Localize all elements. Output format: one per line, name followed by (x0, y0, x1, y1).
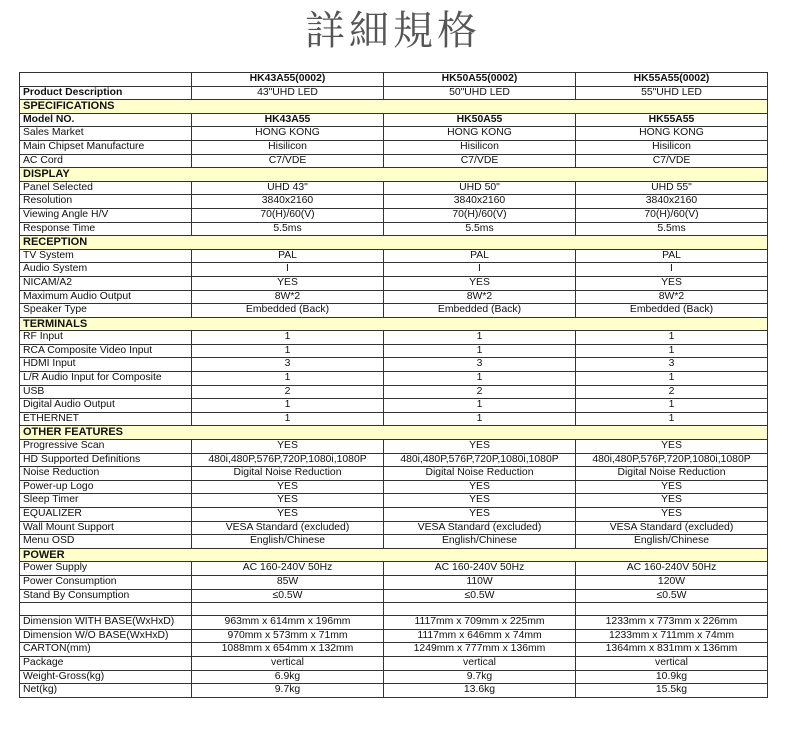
row-value: I (384, 263, 576, 277)
row-label: Response Time (20, 222, 192, 236)
row-value: VESA Standard (excluded) (384, 521, 576, 535)
spec-row (20, 195, 768, 209)
row-value: 480i,480P,576P,720P,1080i,1080P (384, 453, 576, 467)
row-value: vertical (384, 656, 576, 670)
spec-row (20, 249, 768, 263)
row-label: Menu OSD (20, 535, 192, 549)
section-header-row (20, 236, 768, 250)
row-value: YES (192, 276, 384, 290)
spec-row (20, 331, 768, 345)
row-value: Digital Noise Reduction (384, 467, 576, 481)
row-value: UHD 50" (384, 181, 576, 195)
row-value: 110W (384, 575, 576, 589)
row-value: 5.5ms (192, 222, 384, 236)
row-value: 1117mm x 709mm x 225mm (384, 616, 576, 630)
spec-row (20, 508, 768, 522)
row-value: 1 (576, 331, 768, 345)
row-value: 2 (576, 385, 768, 399)
row-value: 963mm x 614mm x 196mm (192, 616, 384, 630)
spec-row (20, 385, 768, 399)
spec-row (20, 358, 768, 372)
spec-row (20, 290, 768, 304)
spec-row (20, 480, 768, 494)
row-value: 1 (576, 372, 768, 386)
row-value: PAL (576, 249, 768, 263)
row-value: English/Chinese (576, 535, 768, 549)
row-label: Package (20, 656, 192, 670)
model-header: HK50A55(0002) (384, 73, 576, 87)
row-value: AC 160-240V 50Hz (576, 562, 768, 576)
spec-row (20, 453, 768, 467)
row-value: UHD 55" (576, 181, 768, 195)
row-value: 1 (192, 399, 384, 413)
row-label: Power Supply (20, 562, 192, 576)
row-value: I (576, 263, 768, 277)
row-value: 1 (384, 372, 576, 386)
spec-row (20, 372, 768, 386)
row-value: 1 (576, 412, 768, 426)
section-title: DISPLAY (20, 168, 768, 182)
row-value: HONG KONG (192, 127, 384, 141)
row-value: YES (576, 494, 768, 508)
row-label: Sales Market (20, 127, 192, 141)
row-value: 9.7kg (384, 670, 576, 684)
row-label: TV System (20, 249, 192, 263)
row-label: Progressive Scan (20, 440, 192, 454)
row-value: 3840x2160 (384, 195, 576, 209)
row-value: 8W*2 (384, 290, 576, 304)
spec-row (20, 304, 768, 318)
row-value: PAL (192, 249, 384, 263)
spec-row (20, 181, 768, 195)
spec-row (20, 575, 768, 589)
row-label: Viewing Angle H/V (20, 208, 192, 222)
row-value: 970mm x 573mm x 71mm (192, 629, 384, 643)
row-value: 3 (192, 358, 384, 372)
row-value: VESA Standard (excluded) (576, 521, 768, 535)
row-value: 13.6kg (384, 684, 576, 698)
row-value: 3840x2160 (576, 195, 768, 209)
row-label: L/R Audio Input for Composite (20, 372, 192, 386)
row-value: 1 (384, 399, 576, 413)
row-value: ≤0.5W (384, 589, 576, 603)
spec-row (20, 670, 768, 684)
spec-row (20, 154, 768, 168)
row-label: Dimension W/O BASE(WxHxD) (20, 629, 192, 643)
row-label: Stand By Consumption (20, 589, 192, 603)
row-value: 1 (384, 331, 576, 345)
row-value: 2 (384, 385, 576, 399)
page-title: 詳細規格 (305, 8, 481, 54)
row-value: 1233mm x 711mm x 74mm (576, 629, 768, 643)
row-value: 1233mm x 773mm x 226mm (576, 616, 768, 630)
row-label: Noise Reduction (20, 467, 192, 481)
row-value: ≤0.5W (576, 589, 768, 603)
spec-row (20, 467, 768, 481)
row-value: 3 (576, 358, 768, 372)
row-value: Digital Noise Reduction (576, 467, 768, 481)
row-value: Hisilicon (192, 140, 384, 154)
row-value: vertical (576, 656, 768, 670)
model-header: HK43A55(0002) (192, 73, 384, 87)
spec-row (20, 113, 768, 127)
row-value: 1117mm x 646mm x 74mm (384, 629, 576, 643)
row-value: YES (384, 494, 576, 508)
row-value: 1 (384, 412, 576, 426)
row-value: HK43A55 (192, 113, 384, 127)
row-value: 70(H)/60(V) (576, 208, 768, 222)
row-value: 3 (384, 358, 576, 372)
row-label: HD Supported Definitions (20, 453, 192, 467)
row-label: EQUALIZER (20, 508, 192, 522)
row-label: Speaker Type (20, 304, 192, 318)
row-value: 5.5ms (576, 222, 768, 236)
row-value: 120W (576, 575, 768, 589)
row-label: Resolution (20, 195, 192, 209)
row-value: 70(H)/60(V) (384, 208, 576, 222)
row-value: C7/VDE (576, 154, 768, 168)
spec-row (20, 616, 768, 630)
spec-row (20, 276, 768, 290)
spec-table-body (20, 73, 768, 698)
section-header-row (20, 548, 768, 562)
row-value: 3840x2160 (192, 195, 384, 209)
row-value: 1 (192, 372, 384, 386)
row-label: Main Chipset Manufacture (20, 140, 192, 154)
section-title: TERMINALS (20, 317, 768, 331)
row-value: HK50A55 (384, 113, 576, 127)
spacer-cell (20, 603, 192, 616)
row-label: HDMI Input (20, 358, 192, 372)
spec-row (20, 494, 768, 508)
row-value: YES (192, 494, 384, 508)
row-label: RF Input (20, 331, 192, 345)
row-value: VESA Standard (excluded) (192, 521, 384, 535)
row-value: 1 (192, 344, 384, 358)
row-value: 480i,480P,576P,720P,1080i,1080P (192, 453, 384, 467)
section-title: OTHER FEATURES (20, 426, 768, 440)
row-value: 1364mm x 831mm x 136mm (576, 643, 768, 657)
row-value: 9.7kg (192, 684, 384, 698)
row-value: vertical (192, 656, 384, 670)
row-value: 43"UHD LED (192, 86, 384, 100)
row-label: Model NO. (20, 113, 192, 127)
row-label: Net(kg) (20, 684, 192, 698)
row-value: English/Chinese (192, 535, 384, 549)
row-label: Sleep Timer (20, 494, 192, 508)
spec-row (20, 643, 768, 657)
spacer-row (20, 603, 768, 616)
row-value: Hisilicon (384, 140, 576, 154)
row-label: NICAM/A2 (20, 276, 192, 290)
spec-row (20, 440, 768, 454)
row-label: Weight-Gross(kg) (20, 670, 192, 684)
row-value: 1088mm x 654mm x 132mm (192, 643, 384, 657)
row-value: HK55A55 (576, 113, 768, 127)
row-value: English/Chinese (384, 535, 576, 549)
row-value: HONG KONG (576, 127, 768, 141)
row-value: 2 (192, 385, 384, 399)
section-header-row (20, 168, 768, 182)
row-value: YES (384, 480, 576, 494)
row-value: YES (192, 480, 384, 494)
spec-row (20, 208, 768, 222)
section-title: RECEPTION (20, 236, 768, 250)
row-label: USB (20, 385, 192, 399)
row-value: 50"UHD LED (384, 86, 576, 100)
spec-row (20, 521, 768, 535)
section-title: POWER (20, 548, 768, 562)
row-value: YES (576, 480, 768, 494)
row-value: AC 160-240V 50Hz (192, 562, 384, 576)
row-label: Power Consumption (20, 575, 192, 589)
spacer-cell (576, 603, 768, 616)
row-label: ETHERNET (20, 412, 192, 426)
row-value: YES (384, 440, 576, 454)
section-header-row (20, 317, 768, 331)
row-value: YES (576, 440, 768, 454)
row-value: 5.5ms (384, 222, 576, 236)
header-blank-cell (20, 73, 192, 87)
section-title: SPECIFICATIONS (20, 100, 768, 114)
row-value: 1249mm x 777mm x 136mm (384, 643, 576, 657)
row-label: Wall Mount Support (20, 521, 192, 535)
model-header: HK55A55(0002) (576, 73, 768, 87)
row-value: 55"UHD LED (576, 86, 768, 100)
section-header-row (20, 426, 768, 440)
row-value: Embedded (Back) (192, 304, 384, 318)
spec-row (20, 399, 768, 413)
row-value: C7/VDE (384, 154, 576, 168)
row-value: YES (192, 440, 384, 454)
product-description-row (20, 86, 768, 100)
row-value: YES (192, 508, 384, 522)
row-value: 70(H)/60(V) (192, 208, 384, 222)
row-label: Panel Selected (20, 181, 192, 195)
spec-row (20, 140, 768, 154)
row-value: Digital Noise Reduction (192, 467, 384, 481)
row-value: YES (384, 508, 576, 522)
model-header-row (20, 73, 768, 87)
row-value: Embedded (Back) (576, 304, 768, 318)
row-label: Dimension WITH BASE(WxHxD) (20, 616, 192, 630)
row-value: 1 (192, 412, 384, 426)
row-value: YES (384, 276, 576, 290)
spacer-cell (192, 603, 384, 616)
spec-row (20, 412, 768, 426)
spec-row (20, 263, 768, 277)
row-value: C7/VDE (192, 154, 384, 168)
row-label: CARTON(mm) (20, 643, 192, 657)
row-value: 1 (384, 344, 576, 358)
spec-row (20, 684, 768, 698)
row-value: Embedded (Back) (384, 304, 576, 318)
spec-row (20, 562, 768, 576)
row-value: 1 (192, 331, 384, 345)
row-value: YES (576, 276, 768, 290)
spec-row (20, 656, 768, 670)
row-value: 8W*2 (192, 290, 384, 304)
row-value: ≤0.5W (192, 589, 384, 603)
row-label: Audio System (20, 263, 192, 277)
row-value: HONG KONG (384, 127, 576, 141)
row-label: Maximum Audio Output (20, 290, 192, 304)
row-label: Power-up Logo (20, 480, 192, 494)
row-value: UHD 43" (192, 181, 384, 195)
row-value: 1 (576, 344, 768, 358)
spec-row (20, 589, 768, 603)
row-value: 85W (192, 575, 384, 589)
section-header-row (20, 100, 768, 114)
row-value: 10.9kg (576, 670, 768, 684)
spec-row (20, 222, 768, 236)
row-value: 1 (576, 399, 768, 413)
spec-row (20, 535, 768, 549)
row-value: PAL (384, 249, 576, 263)
spec-table (19, 72, 768, 698)
row-value: 15.5kg (576, 684, 768, 698)
row-label: RCA Composite Video Input (20, 344, 192, 358)
row-label: Product Description (20, 86, 192, 100)
spec-row (20, 344, 768, 358)
spec-row (20, 629, 768, 643)
row-label: Digital Audio Output (20, 399, 192, 413)
row-value: I (192, 263, 384, 277)
row-value: 8W*2 (576, 290, 768, 304)
row-value: 6.9kg (192, 670, 384, 684)
row-value: 480i,480P,576P,720P,1080i,1080P (576, 453, 768, 467)
row-label: AC Cord (20, 154, 192, 168)
spec-row (20, 127, 768, 141)
spacer-cell (384, 603, 576, 616)
row-value: AC 160-240V 50Hz (384, 562, 576, 576)
row-value: Hisilicon (576, 140, 768, 154)
row-value: YES (576, 508, 768, 522)
